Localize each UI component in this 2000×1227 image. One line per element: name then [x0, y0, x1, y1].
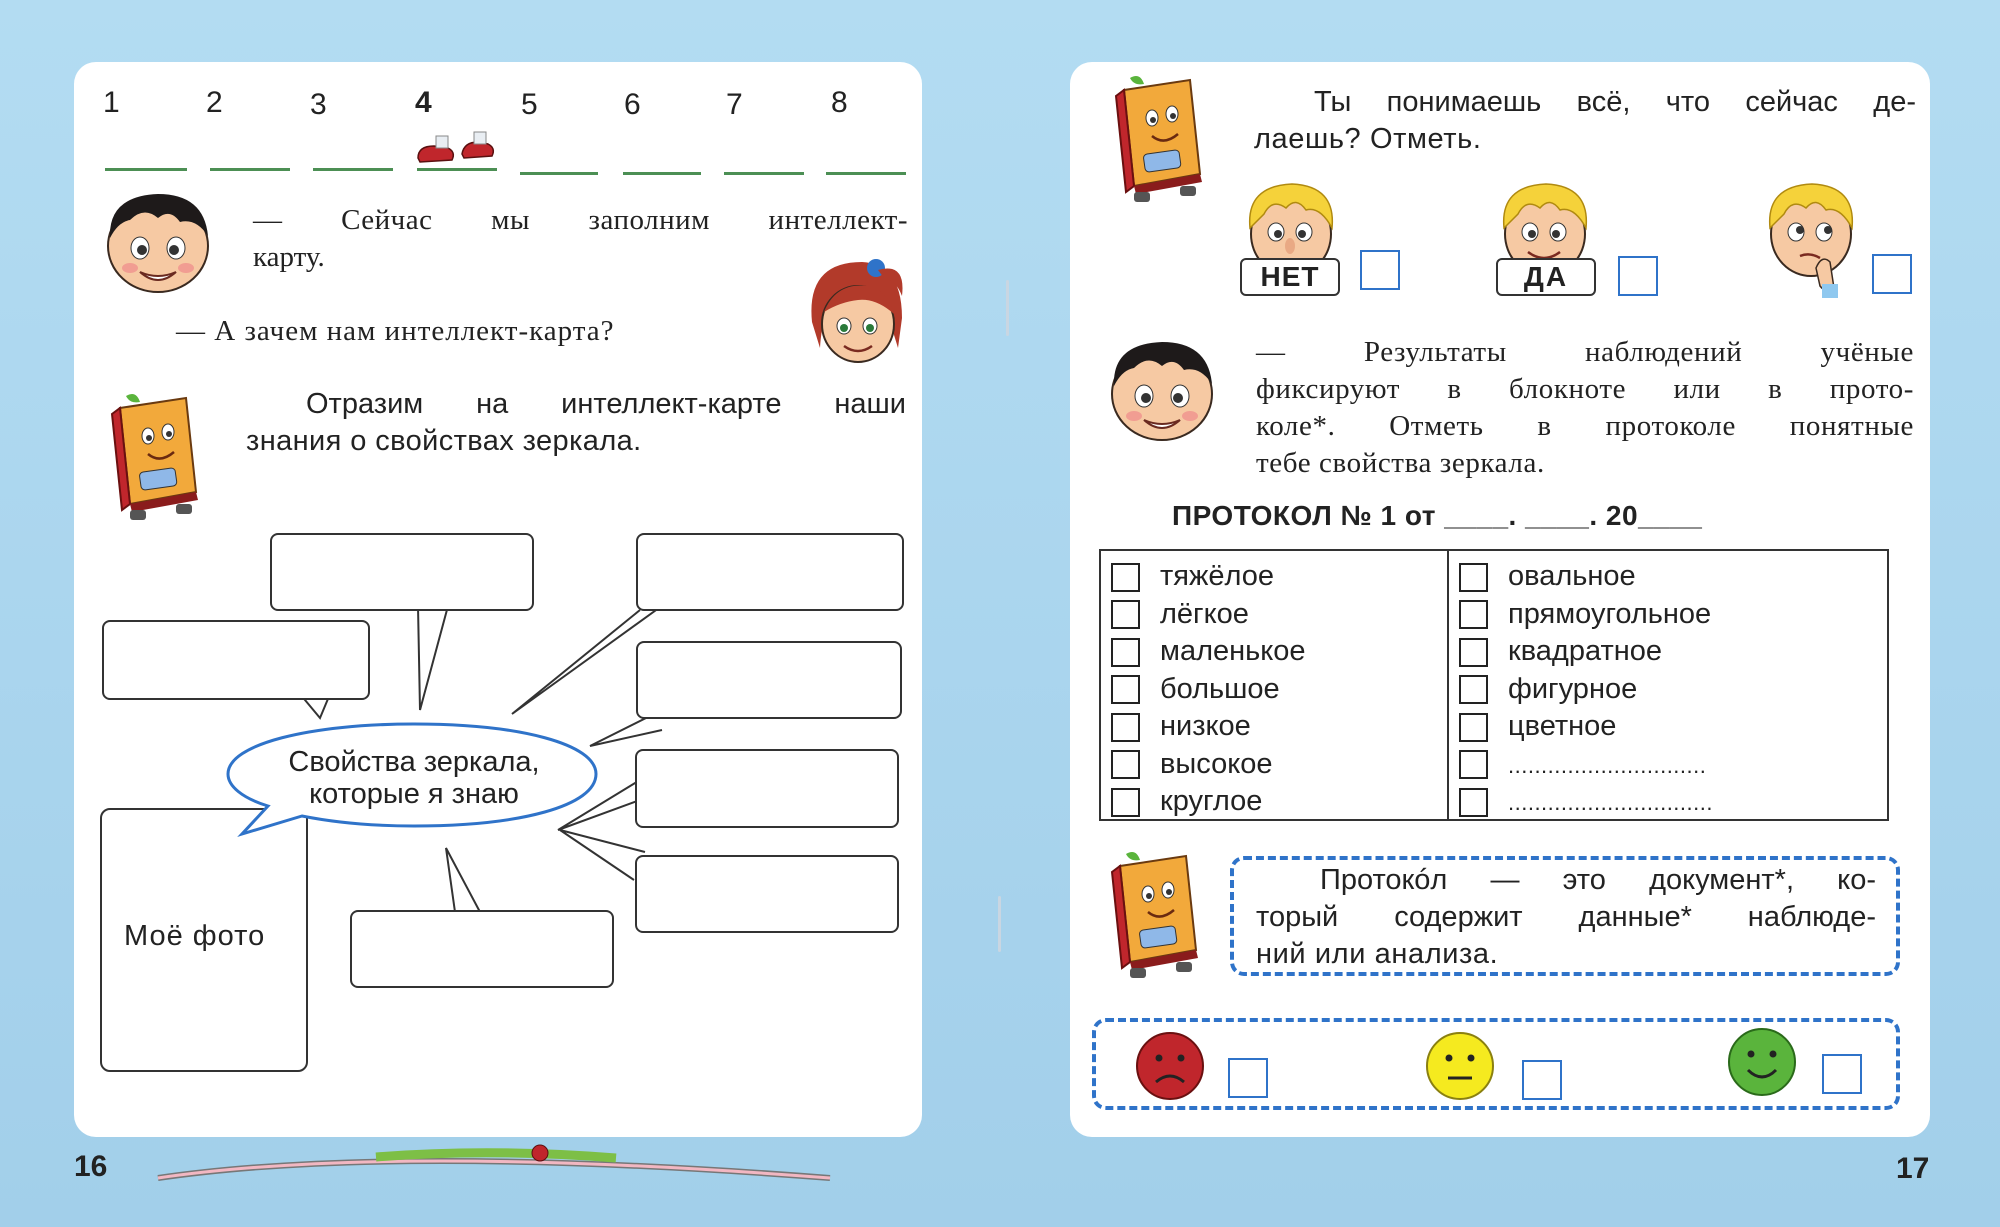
page-number-right: 17: [1896, 1152, 1930, 1185]
protocol-checkbox[interactable]: [1459, 713, 1488, 742]
protocol-checkbox[interactable]: [1111, 638, 1140, 667]
protocol-checkbox[interactable]: [1459, 563, 1488, 592]
thought-bubble: [270, 533, 534, 611]
book-text-line: Отразим на интеллект-карте наши: [306, 388, 906, 420]
page-number-left: 16: [74, 1150, 108, 1183]
protocol-checkbox[interactable]: [1459, 638, 1488, 667]
question-text: [1254, 84, 1916, 158]
thought-bubble: [636, 533, 904, 611]
protocol-row: [1111, 783, 1306, 821]
thought-bubble: [636, 641, 902, 719]
sign-yes: ДА: [1496, 258, 1596, 296]
sad-smiley-icon: [1134, 1030, 1206, 1102]
step-number-current: 4: [415, 86, 432, 119]
book-mascot-icon: [1100, 850, 1210, 982]
sign-no: НЕТ: [1240, 258, 1340, 296]
protocol-checkbox[interactable]: [1459, 788, 1488, 817]
protocol-row: [1111, 746, 1306, 784]
protocol-blank-line[interactable]: ..............................: [1508, 752, 1707, 778]
girl-speech: — А зачем нам интеллект-карта?: [176, 315, 615, 347]
protocol-checkbox[interactable]: [1111, 788, 1140, 817]
neutral-checkbox[interactable]: [1522, 1060, 1562, 1100]
happy-checkbox[interactable]: [1822, 1054, 1862, 1094]
protocol-checkbox[interactable]: [1111, 675, 1140, 704]
results-line: коле*. Отметь в протоколе понятные: [1256, 410, 1914, 442]
protocol-checkbox[interactable]: [1459, 675, 1488, 704]
protocol-label: прямоугольное: [1508, 597, 1712, 630]
answer-yes-checkbox[interactable]: [1618, 256, 1658, 296]
progress-ruler: [150, 1140, 840, 1190]
thought-bubble: [635, 749, 899, 828]
protocol-row: [1111, 558, 1306, 596]
thought-bubble: [102, 620, 370, 700]
protocol-title: ПРОТОКОЛ № 1 от ____. ____. 20____: [1172, 500, 1703, 531]
protocol-label: маленькое: [1160, 635, 1306, 667]
step-number: 8: [831, 86, 848, 119]
definition-line: ний или анализа.: [1256, 938, 1499, 970]
center-bubble-text: [236, 746, 592, 810]
boy-avatar-icon: [1104, 330, 1220, 446]
thinking-boy-icon: [1756, 176, 1866, 302]
protocol-row: [1111, 671, 1306, 709]
center-bubble-line: которые я знаю: [309, 778, 519, 810]
staple: [1006, 280, 1009, 336]
protocol-checkbox[interactable]: [1459, 600, 1488, 629]
protocol-label: круглое: [1160, 785, 1263, 817]
step-number: 7: [726, 88, 743, 121]
book-text-line: знания о свойствах зеркала.: [246, 425, 642, 457]
protocol-row: [1459, 671, 1713, 709]
protocol-label: фигурное: [1508, 672, 1638, 705]
happy-smiley-icon: [1726, 1026, 1798, 1098]
step-number: 2: [206, 86, 223, 119]
book-mascot-icon: [1104, 74, 1214, 206]
protocol-row: [1459, 708, 1713, 746]
protocol-checkbox[interactable]: [1111, 563, 1140, 592]
staple: [998, 896, 1001, 952]
protocol-label: низкое: [1160, 710, 1251, 742]
boy-speech-line: — Сейчас мы заполним интеллект-: [253, 204, 908, 236]
protocol-checkbox[interactable]: [1111, 750, 1140, 779]
protocol-table: [1099, 549, 1889, 821]
step-number: 6: [624, 88, 641, 121]
answer-unsure-checkbox[interactable]: [1872, 254, 1912, 294]
protocol-label: высокое: [1160, 747, 1273, 780]
results-line: тебе свойства зеркала.: [1256, 447, 1545, 479]
step-number: 5: [521, 88, 538, 121]
neutral-smiley-icon: [1424, 1030, 1496, 1102]
protocol-row: [1459, 783, 1713, 821]
boy-speech-line: карту.: [253, 241, 325, 273]
center-bubble-line: Свойства зеркала,: [288, 746, 540, 778]
protocol-row: [1459, 596, 1713, 634]
step-number: 1: [103, 86, 120, 119]
definition-line: Протокóл — это документ*, ко-: [1320, 864, 1876, 896]
protocol-checkbox[interactable]: [1111, 713, 1140, 742]
protocol-row: [1111, 633, 1306, 671]
results-line: — Результаты наблюдений учёные: [1256, 336, 1914, 368]
definition-text: [1256, 862, 1876, 973]
protocol-row: [1459, 633, 1713, 671]
protocol-checkbox[interactable]: [1111, 600, 1140, 629]
protocol-row: [1111, 596, 1306, 634]
protocol-divider: [1447, 551, 1449, 819]
sad-checkbox[interactable]: [1228, 1058, 1268, 1098]
photo-label: Моё фото: [124, 920, 266, 952]
protocol-right-column: [1459, 558, 1713, 821]
protocol-label: овальное: [1508, 560, 1636, 592]
protocol-label: большое: [1160, 672, 1280, 705]
step-number: 3: [310, 88, 327, 121]
protocol-checkbox[interactable]: [1459, 750, 1488, 779]
protocol-label: цветное: [1508, 710, 1617, 742]
definition-line: торый содержит данные* наблюде-: [1256, 901, 1876, 933]
thought-bubble: [635, 855, 899, 933]
answer-no-checkbox[interactable]: [1360, 250, 1400, 290]
protocol-left-column: [1111, 558, 1306, 821]
results-text: [1256, 334, 1914, 482]
thought-bubble: [350, 910, 614, 988]
question-line: Ты понимаешь всё, что сейчас де-: [1314, 86, 1916, 118]
results-line: фиксируют в блокноте или в прото-: [1256, 373, 1914, 405]
protocol-blank-line[interactable]: ...............................: [1508, 790, 1713, 815]
question-line: лаешь? Отметь.: [1254, 123, 1482, 155]
protocol-label: лёгкое: [1160, 597, 1249, 630]
protocol-label: квадратное: [1508, 635, 1662, 667]
protocol-row: [1111, 708, 1306, 746]
protocol-label: тяжёлое: [1160, 560, 1275, 592]
protocol-row: [1459, 558, 1713, 596]
protocol-row: [1459, 746, 1713, 784]
